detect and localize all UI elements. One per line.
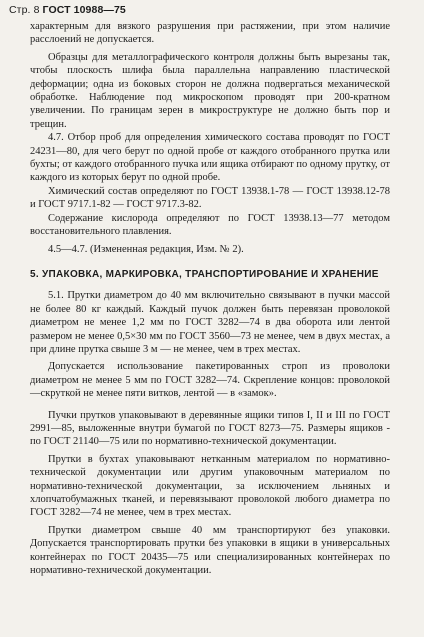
paragraph-oxygen: Содержание кислорода определяют по ГОСТ 13938.13—77 методом восстановительного плавления. (30, 212, 390, 238)
paragraph-chemical-composition: Химический состав определяют по ГОСТ 13938.1-78 — ГОСТ 13938.12-78 и ГОСТ 9717.1-82 — ГОСТ 9717.3-82. (30, 185, 390, 211)
paragraph-4-7: 4.7. Отбор проб для определения химического состава проводят по ГОСТ 24231—80, для чего берут по одной пробе от каждого отобранного прутка или бухты; от каждого отобранного пучка или ящика отбирают по одному прутку, от каждого из которых берут по одной пробе. (30, 132, 390, 184)
document-body (30, 20, 390, 577)
paragraph-strops: Допускается использование пакетированных строп из проволоки диаметром не менее 5 мм по ГОСТ 3282—74. Скрепление концов: проволокой—скруткой не менее пяти витков, лентой — в «замок». (30, 361, 390, 400)
paragraph-metallography: Образцы для металлографического контроля должны быть вырезаны так, чтобы плоскость шлифа была параллельна направлению пластической деформации; одна из боковых сторон не должна подвергаться механической обработке. Наблюдение под микроскопом проводят при 200-кратном увеличении. По границам зерен в микроструктуре не должно быть пор и трещин. (30, 51, 390, 130)
paragraph-boxes: Пучки прутков упаковывают в деревянные ящики типов I, II и III по ГОСТ 2991—85, выложенные внутри бумагой по ГОСТ 8273—75. Размеры ящиков - по ГОСТ 21140—75 или по нормативно-технической документации. (30, 409, 390, 448)
page-number: Стр. 8 (9, 4, 40, 16)
page-header (9, 4, 126, 16)
standard-reference: ГОСТ 10988—75 (42, 4, 126, 16)
paragraph-coils: Прутки в бухтах упаковывают нетканным материалом по нормативно-технической документации или другим упаковочным материалом по нормативно-технической документации, за исключением льняных и хлопчатобумажных тканей, и перевязывают проволокой любого диаметра по ГОСТ 3282—74 не менее, чем в трех местах. (30, 453, 390, 519)
paragraph-continued: характерным для вязкого разрушения при растяжении, при этом наличие расслоений не допускается. (30, 21, 390, 46)
section-5-heading: 5. УПАКОВКА, МАРКИРОВКА, ТРАНСПОРТИРОВАНИЕ И ХРАНЕНИЕ (30, 268, 379, 280)
paragraph-amendment: 4.5—4.7. (Измененная редакция, Изм. № 2). (48, 243, 244, 255)
paragraph-transport: Прутки диаметром свыше 40 мм транспортируют без упаковки. Допускается транспортировать прутки без упаковки в ящики в универсальных контейнерах по ГОСТ 20435—75 или специализированных контейнерах по нормативно-технической документации. (30, 524, 390, 577)
paragraph-5-1: 5.1. Прутки диаметром до 40 мм включительно связывают в пучки массой не более 80 кг каждый. Каждый пучок должен быть перевязан проволокой диаметром не менее 1,2 мм по ГОСТ 3282—74 в два оборота или лентой размером не менее 0,5×30 мм по ГОСТ 3560—73 не менее, чем в двух местах, а при длине прутка свыше 3 м — не менее, чем в трех местах. (30, 290, 390, 355)
